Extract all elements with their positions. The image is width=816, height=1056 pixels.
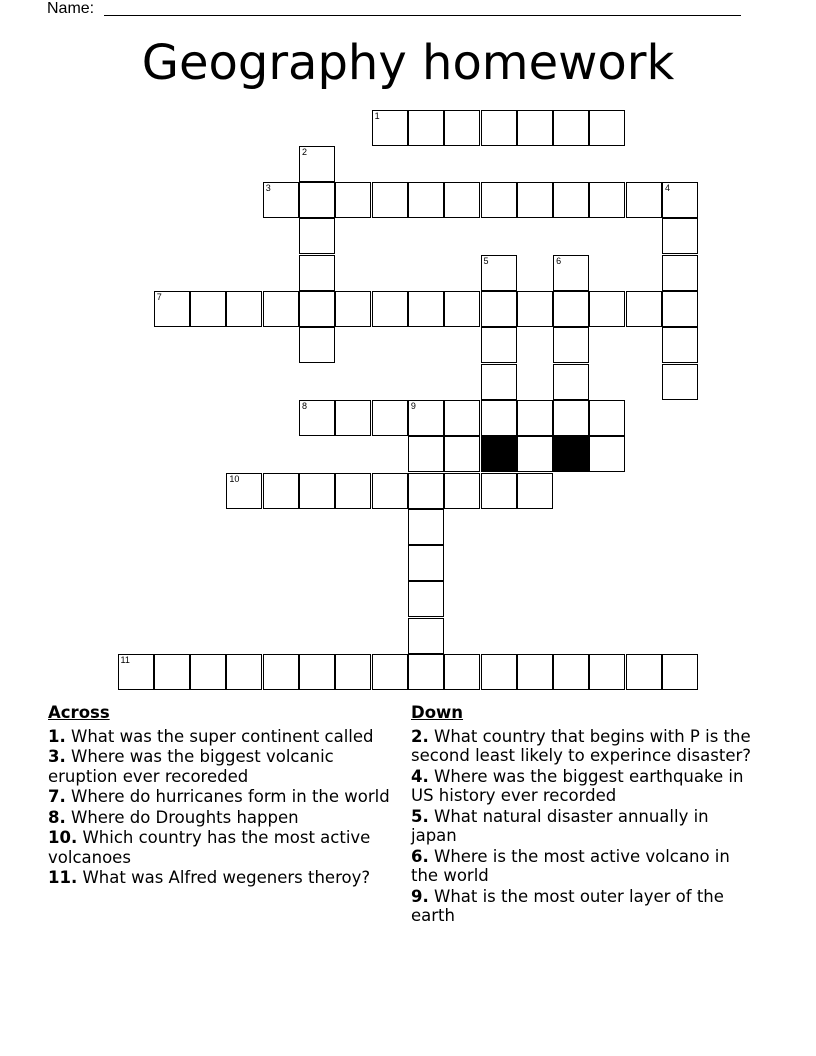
grid-cell[interactable] (553, 255, 589, 291)
down-heading: Down (411, 703, 464, 722)
grid-cell[interactable] (299, 255, 335, 291)
grid-cell[interactable] (408, 654, 444, 690)
grid-cell[interactable] (226, 654, 262, 690)
grid-cell[interactable] (517, 436, 553, 472)
grid-cell[interactable] (372, 291, 408, 327)
grid-cell[interactable] (589, 654, 625, 690)
clue-number: 5. (411, 806, 429, 826)
cell-number: 7 (156, 292, 162, 302)
grid-cell[interactable] (553, 182, 589, 218)
cell-number: 2 (302, 146, 308, 157)
grid-cell[interactable] (553, 400, 589, 436)
grid-cell[interactable] (154, 291, 190, 327)
clue-text: What was Alfred wegeners theroy? (82, 868, 371, 887)
grid-cell[interactable] (444, 473, 480, 509)
grid-cell[interactable] (481, 400, 517, 436)
grid-cell[interactable] (335, 473, 371, 509)
grid-cell[interactable] (553, 291, 589, 327)
grid-cell[interactable] (299, 146, 335, 182)
grid-cell[interactable] (662, 364, 698, 400)
clue-number: 11. (48, 868, 78, 887)
grid-cell[interactable] (335, 654, 371, 690)
grid-cell[interactable] (553, 110, 589, 146)
cell-number: 8 (302, 400, 308, 411)
cell-number: 3 (265, 183, 271, 194)
grid-cell[interactable] (444, 110, 480, 146)
grid-cell[interactable] (481, 473, 517, 509)
cell-number: 9 (410, 400, 416, 411)
grid-cell[interactable] (444, 654, 480, 690)
grid-cell[interactable] (335, 291, 371, 327)
grid-cell[interactable] (481, 291, 517, 327)
clue-down-5 (411, 807, 756, 846)
grid-cell[interactable] (589, 182, 625, 218)
grid-cell[interactable] (335, 400, 371, 436)
grid-cell[interactable] (299, 473, 335, 509)
grid-cell[interactable] (190, 291, 226, 327)
grid-cell[interactable] (408, 545, 444, 581)
grid-cell[interactable] (299, 218, 335, 254)
grid-cell[interactable] (662, 327, 698, 363)
grid-cell[interactable] (190, 654, 226, 690)
grid-cell[interactable] (299, 400, 335, 436)
clue-text: Where was the biggest earthquake in US history ever recorded (411, 766, 744, 805)
clue-number: 8. (48, 807, 66, 827)
page-title: Geography homework (141, 35, 675, 91)
grid-cell[interactable] (335, 182, 371, 218)
grid-cell[interactable] (408, 618, 444, 654)
grid-cell[interactable] (517, 182, 553, 218)
clue-text: What country that begins with P is the second least likely to experince disaster? (411, 726, 752, 765)
clue-text: Where is the most active volcano in the world (411, 846, 730, 885)
grid-cell[interactable] (263, 654, 299, 690)
grid-cell[interactable] (662, 654, 698, 690)
grid-cell[interactable] (517, 400, 553, 436)
grid-cell[interactable] (481, 255, 517, 291)
grid-cell[interactable] (372, 654, 408, 690)
cell-number: 11 (120, 655, 130, 665)
grid-cell[interactable] (408, 473, 444, 509)
grid-cell[interactable] (444, 182, 480, 218)
grid-cell[interactable] (444, 291, 480, 327)
clue-across-8 (48, 808, 398, 828)
grid-cell[interactable] (299, 182, 335, 218)
grid-cell[interactable] (408, 581, 444, 617)
grid-cell[interactable] (372, 473, 408, 509)
clue-across-3 (48, 747, 398, 786)
grid-cell[interactable] (408, 110, 444, 146)
black-square (553, 436, 589, 472)
clue-text: What was the super continent called (71, 726, 374, 746)
clue-text: Where do hurricanes form in the world (71, 787, 390, 806)
cell-number: 4 (665, 183, 671, 194)
grid-cell[interactable] (444, 400, 480, 436)
clue-number: 7. (48, 787, 66, 806)
grid-cell[interactable] (263, 473, 299, 509)
clue-number: 10. (48, 828, 78, 847)
grid-cell[interactable] (408, 400, 444, 436)
clue-text: What is the most outer layer of the earth (411, 886, 724, 925)
clue-down-4 (411, 767, 756, 806)
grid-cell[interactable] (408, 291, 444, 327)
clue-across-10 (48, 828, 398, 867)
grid-cell[interactable] (481, 182, 517, 218)
clue-text: What natural disaster annually in japan (411, 806, 709, 845)
grid-cell[interactable] (662, 255, 698, 291)
clue-down-6 (411, 847, 756, 886)
clue-down-2 (411, 727, 756, 766)
grid-cell[interactable] (626, 654, 662, 690)
clue-text: Which country has the most active volcanoes (48, 828, 371, 867)
grid-cell[interactable] (662, 218, 698, 254)
grid-cell[interactable] (481, 110, 517, 146)
grid-cell[interactable] (517, 473, 553, 509)
grid-cell[interactable] (626, 291, 662, 327)
name-label: Name: (47, 0, 95, 17)
grid-cell[interactable] (662, 291, 698, 327)
grid-cell[interactable] (481, 364, 517, 400)
clue-across-7 (48, 787, 398, 807)
clue-across-11 (48, 868, 398, 888)
grid-cell[interactable] (226, 291, 262, 327)
clue-down-9 (411, 887, 756, 926)
clue-number: 6. (411, 846, 429, 866)
grid-cell[interactable] (118, 654, 154, 690)
grid-cell[interactable] (263, 182, 299, 218)
cell-number: 5 (483, 255, 489, 266)
grid-cell[interactable] (299, 291, 335, 327)
grid-cell[interactable] (553, 654, 589, 690)
grid-cell[interactable] (299, 327, 335, 363)
grid-cell[interactable] (154, 654, 190, 690)
clue-number: 2. (411, 726, 429, 746)
grid-cell[interactable] (589, 400, 625, 436)
grid-cell[interactable] (589, 436, 625, 472)
clue-text: Where was the biggest volcanic eruption ever recoreded (48, 747, 334, 786)
cell-number: 6 (556, 255, 562, 266)
grid-cell[interactable] (553, 364, 589, 400)
grid-cell[interactable] (589, 110, 625, 146)
grid-cell[interactable] (589, 291, 625, 327)
grid-cell[interactable] (481, 327, 517, 363)
clue-number: 9. (411, 886, 429, 906)
clue-number: 3. (48, 747, 66, 766)
grid-cell[interactable] (372, 110, 408, 146)
grid-cell[interactable] (517, 291, 553, 327)
clue-number: 1. (48, 726, 66, 746)
grid-cell[interactable] (626, 182, 662, 218)
down-clues (411, 703, 756, 927)
cell-number: 10 (229, 473, 240, 484)
grid-cell[interactable] (263, 291, 299, 327)
clue-across-1 (48, 727, 398, 747)
grid-cell[interactable] (408, 436, 444, 472)
grid-cell[interactable] (517, 654, 553, 690)
clue-text: Where do Droughts happen (71, 807, 299, 827)
grid-cell[interactable] (553, 327, 589, 363)
grid-cell[interactable] (481, 654, 517, 690)
grid-cell[interactable] (662, 182, 698, 218)
grid-cell[interactable] (372, 400, 408, 436)
clue-number: 4. (411, 766, 429, 786)
black-square (481, 436, 517, 472)
across-heading: Across (48, 703, 110, 722)
across-clues (48, 703, 398, 889)
grid-cell[interactable] (299, 654, 335, 690)
grid-cell[interactable] (408, 509, 444, 545)
grid-cell[interactable] (408, 182, 444, 218)
grid-cell[interactable] (226, 473, 262, 509)
cell-number: 1 (374, 110, 380, 121)
grid-cell[interactable] (517, 110, 553, 146)
grid-cell[interactable] (372, 182, 408, 218)
grid-cell[interactable] (444, 436, 480, 472)
